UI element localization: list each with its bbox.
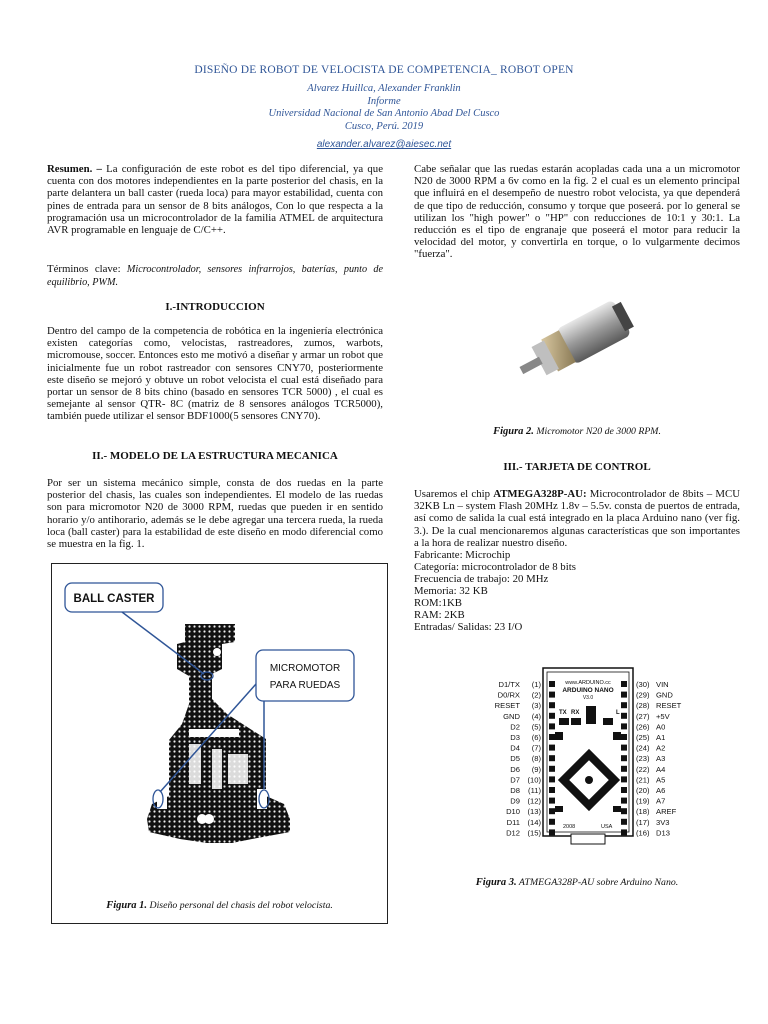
left-pin-name: D2 — [510, 722, 520, 732]
left-pin-number: (2) — [531, 690, 541, 700]
left-pin-name: D12 — [506, 828, 520, 838]
abstract-label: Resumen. – — [47, 163, 102, 175]
spec-item: Entradas/ Salidas: 23 I/O — [414, 621, 523, 634]
left-pin-pad — [549, 723, 555, 729]
author-email[interactable]: alexander.alvarez@aiesec.net — [316, 139, 452, 150]
figure-3-caption-text: ATMEGA328P-AU sobre Arduino Nano. — [516, 877, 679, 888]
micromotor-label-line1: MICROMOTOR — [269, 663, 341, 674]
left-pin-number: (6) — [531, 733, 541, 742]
right-pin-number: (17) — [636, 817, 650, 827]
figure-1-caption — [52, 900, 387, 911]
micromotor-photo — [514, 275, 650, 413]
right-pin-pad — [621, 808, 627, 814]
left-pin-number: (11) — [528, 786, 541, 795]
right-pin-number: (30) — [636, 680, 650, 689]
left-pin-number: (3) — [531, 701, 541, 711]
tarjeta-post: Microcontrolador de 8bits – MCU 32KB Ln – system Flash 20MHz 1.8v – 5.5v. consta de puertos de entrada, así como de salida la cual está integrado en la placa Arduino nano (ver fig. 3.). De la cual mencionaremos algunas características que son importantes a la hora de realizar nuestro diseño. — [414, 488, 740, 549]
board-rx: RX — [571, 710, 580, 716]
right-pin-number: (28) — [636, 701, 650, 711]
left-pin-name: D9 — [510, 796, 520, 806]
right-pin-name: +5V — [656, 711, 670, 721]
figure-3-caption — [414, 877, 740, 888]
section-heading-introduccion: I.-INTRODUCCION — [165, 301, 265, 313]
left-pin-number: (9) — [531, 764, 541, 774]
abstract — [47, 163, 383, 236]
right-pin-name: A1 — [656, 733, 666, 742]
right-pin-name: A4 — [656, 764, 666, 774]
board-country: USA — [601, 824, 613, 830]
spec-list — [414, 549, 740, 633]
abstract-text: La configuración de este robot es del tipo diferencial, ya que cuenta con dos motores independientes en la parte posterior del chasis, en la parte delantera un ball caster (rueda loca) para mayor estabilidad, cuenta con pines de entrada para un sensor de 8 bits análogos, Con lo que respecta a la programación usa un microcontrolador de la familia ATMEL de arquitectura AVR programable en lenguaje de C/C++. — [47, 163, 383, 237]
right-pin-pad — [621, 819, 627, 825]
spec-item: Frecuencia de trabajo: 20 MHz — [414, 573, 549, 586]
right-pin-pad — [621, 734, 627, 740]
keywords — [47, 263, 383, 289]
left-pin-pad — [549, 692, 555, 698]
left-pin-number: (10) — [527, 775, 541, 785]
figure-1-caption-label: Figura 1. — [106, 900, 148, 911]
university: Universidad Nacional de San Antonio Abad Del Cusco — [268, 108, 500, 120]
paper-title: DISEÑO DE ROBOT DE VELOCISTA DE COMPETENCIA_ ROBOT OPEN — [194, 64, 574, 76]
left-pin-name: D7 — [510, 775, 520, 785]
section-heading-tarjeta: III.- TARJETA DE CONTROL — [503, 461, 651, 473]
micromotor-callout — [256, 650, 354, 701]
right-pin-number: (21) — [636, 775, 650, 785]
board-name: ARDUINO NANO — [562, 687, 614, 694]
estructura-text — [47, 477, 383, 550]
left-pin-number: (14) — [527, 817, 541, 827]
left-pin-number: (7) — [531, 743, 541, 753]
board-year: 2008 — [563, 824, 576, 830]
right-pin-pad — [621, 681, 627, 687]
right-pin-name: 3V3 — [656, 817, 670, 827]
right-pin-name: A5 — [656, 775, 666, 785]
figure-2-caption — [414, 426, 740, 437]
left-pin-name: D3 — [510, 733, 520, 742]
right-pin-pad — [621, 798, 627, 804]
right-pin-pad — [621, 702, 627, 708]
left-pin-pad — [549, 808, 555, 814]
spec-item: Categoría: microcontrolador de 8 bits — [414, 561, 576, 574]
left-pin-number: (1) — [531, 680, 541, 689]
left-pin-name: D11 — [506, 817, 520, 827]
right-pin-number: (16) — [636, 828, 650, 838]
right-pin-number: (22) — [636, 764, 650, 774]
arduino-nano-pinout — [463, 666, 703, 846]
ball-caster-label: BALL CASTER — [73, 593, 155, 605]
left-pin-name: D6 — [510, 764, 520, 774]
estructura-paragraph: Por ser un sistema mecánico simple, consta de dos ruedas en la parte posterior del chasis, las cuales son independientes. El modelo de las ruedas son para micromotor N20 de 3000 RPM, ruedas que pueden ir en sentido horario y/o antihorario, además se le debe agregar una tercera rueda, la rueda loca (ball caster) para la estabilidad de este diseño en modo diferencial como se muestra en la fig. 1. — [47, 477, 383, 551]
left-pin-name: D10 — [506, 807, 520, 817]
right-pin-name: D13 — [656, 828, 670, 838]
right-pin-labels — [636, 680, 682, 837]
right-pin-pad — [621, 745, 627, 751]
spec-item: RAM: 2KB — [414, 609, 465, 622]
chip-name: ATMEGA328P-AU: — [493, 488, 587, 500]
figure-3-caption-label: Figura 3. — [475, 877, 517, 888]
right-pin-number: (18) — [636, 807, 650, 817]
right-pin-name: AREF — [656, 807, 677, 817]
left-pin-name: RESET — [494, 701, 520, 711]
left-pin-name: D1/TX — [498, 680, 520, 689]
right-pin-name: A2 — [656, 743, 666, 753]
right-pin-number: (27) — [636, 711, 650, 721]
right-pin-number: (25) — [636, 733, 650, 742]
report-type: Informe — [367, 95, 401, 107]
left-pin-pad — [549, 713, 555, 719]
spec-item: ROM:1KB — [414, 597, 462, 610]
left-pin-pad — [549, 681, 555, 687]
left-pin-number: (8) — [531, 754, 541, 764]
right-pin-number: (24) — [636, 743, 650, 753]
right-pin-pad — [621, 692, 627, 698]
left-pin-name: D0/RX — [497, 690, 520, 700]
left-pin-pad — [549, 776, 555, 782]
left-pin-pad — [549, 766, 555, 772]
right-pin-pad — [621, 787, 627, 793]
right-pin-pad — [621, 766, 627, 772]
figure-1-caption-text: Diseño personal del chasis del robot velocista. — [147, 900, 333, 911]
introduccion-text — [47, 325, 383, 423]
left-pin-pad — [549, 755, 555, 761]
right-pin-name: A7 — [656, 796, 666, 806]
right-pin-pad — [621, 723, 627, 729]
left-pin-pad — [549, 745, 555, 751]
keywords-label: Términos clave: — [47, 263, 121, 275]
left-pin-pad — [549, 798, 555, 804]
board-tx: TX — [559, 710, 567, 716]
left-pin-pad — [549, 829, 555, 835]
right-pin-name: VIN — [656, 680, 669, 689]
section-heading-estructura: II.- MODELO DE LA ESTRUCTURA MECANICA — [92, 450, 338, 462]
right-pin-name: RESET — [656, 701, 682, 711]
figure-2-caption-label: Figura 2. — [493, 426, 534, 437]
left-pin-name: D5 — [510, 754, 520, 764]
right-pin-number: (23) — [636, 754, 650, 764]
board-l: L — [616, 710, 620, 716]
right-pin-name: A6 — [656, 786, 666, 795]
right-pin-pad — [621, 713, 627, 719]
left-pin-number: (12) — [527, 796, 541, 806]
right-pin-number: (20) — [636, 786, 650, 795]
left-pin-number: (15) — [527, 828, 541, 838]
board-website: www.ARDUINO.cc — [565, 680, 611, 686]
left-pin-number: (13) — [527, 807, 541, 817]
right-pin-name: A0 — [656, 722, 666, 732]
right-pin-pad — [621, 755, 627, 761]
right-pin-name: A3 — [656, 754, 666, 764]
right-pin-name: GND — [656, 690, 673, 700]
left-pin-pad — [549, 787, 555, 793]
spec-item: Memoria: 32 KB — [414, 585, 488, 598]
right-pin-number: (29) — [636, 690, 650, 700]
author-block — [0, 83, 768, 133]
left-pin-pad — [549, 702, 555, 708]
left-pin-number: (4) — [531, 711, 541, 721]
left-pin-pad — [549, 819, 555, 825]
authors: Alvarez Huillca, Alexander Franklin — [307, 83, 461, 94]
spec-item: Fabricante: Microchip — [414, 549, 511, 562]
left-pin-name: GND — [503, 711, 520, 721]
micromotor-label-line2: PARA RUEDAS — [269, 680, 341, 691]
left-pin-name: D8 — [510, 786, 520, 795]
right-pin-number: (26) — [636, 722, 650, 732]
right-intro-paragraph: Cabe señalar que las ruedas estarán acopladas cada una a un micromotor N20 de 3000 RPM a 6v como en la fig. 2 el cual es un elemento principal que influirá en el desempeño de nuestro robot velocista, ya que dependerá de que tipo de reducción, consumo y torque que poseerá. por lo general se utilizan los "high power" o "HP" con reducciones de 10:1 y 30:1. La reducción es el tipo de engranaje que poseerá el motor para reducir la velocidad del motor, y convertirla en torque, o lo vulgarmente decimos "fuerza". — [414, 163, 740, 261]
chassis-diagram — [52, 564, 387, 923]
tarjeta-text — [414, 488, 740, 633]
figure-2-caption-text: Micromotor N20 de 3000 RPM. — [533, 426, 661, 437]
keywords-text: Microcontrolador, sensores infrarrojos, baterías, punto de equilibrio, PWM. — [47, 264, 383, 289]
left-pin-name: D4 — [510, 743, 520, 753]
place-date: Cusco, Perú. 2019 — [344, 120, 424, 132]
right-pin-number: (19) — [636, 796, 650, 806]
left-pin-pad — [549, 734, 555, 740]
right-pin-pad — [621, 829, 627, 835]
board-version: V3.0 — [582, 695, 594, 701]
tarjeta-pre: Usaremos el chip — [414, 488, 494, 500]
figure-1 — [51, 563, 388, 924]
left-pin-number: (5) — [531, 722, 541, 732]
introduccion-paragraph: Dentro del campo de la competencia de robótica en la ingeniería electrónica existen categorías como, velocistas, rastreadores, zumos, warbots, micromouse, soccer. Entonces esto me motivó a diseñar y armar un robot que inicialmente fue un robot rastreador con sensores CNY70, posteriormente este diseño se mejoró y obtuve un robot velocista el cual está diseñado para portar un sensor de 8 bits chino (basado en sensores TCR 5000) , el cual es semejante al sensor QTR- 8C (matriz de 8 sensores análogos TCR5000), también puede utilizar el sensor BDF1000(5 sensores CNY70). — [47, 325, 383, 423]
right-intro — [414, 163, 740, 261]
right-pin-pad — [621, 776, 627, 782]
left-pin-labels — [495, 680, 542, 837]
